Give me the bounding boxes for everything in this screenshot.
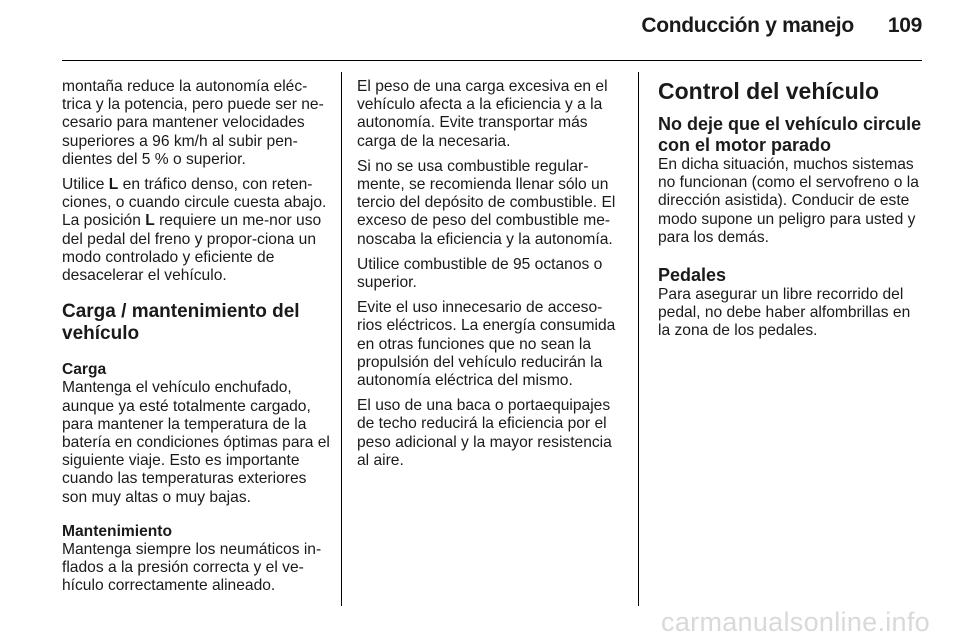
heading-carga: Carga xyxy=(62,361,107,379)
watermark: carmanualsonline.info xyxy=(661,607,930,637)
paragraph-accesorios: Evite el uso innecesario de acceso-rios eléctricos. La energía consumida en otras funciones que no sean la propulsión del vehículo reducirán la autonomía eléctrica del mismo. xyxy=(357,299,616,390)
bold-l: L xyxy=(108,176,119,194)
heading-carga-mantenimiento: Carga / mantenimiento del vehículo xyxy=(62,301,300,345)
page-header xyxy=(641,14,922,38)
paragraph-baca: El uso de una baca o portaequipajes de techo reducirá la eficiencia por el peso adicional y la mayor resistencia al aire. xyxy=(357,397,612,469)
text-span: requiere un me-nor uso del pedal del freno y propor-ciona un modo controlado y eficiente de desacelerar el vehículo. xyxy=(62,212,322,285)
paragraph-octanos: Utilice combustible de 95 octanos o superior. xyxy=(357,255,603,292)
column-1 xyxy=(62,78,334,603)
section-title: Conducción y manejo xyxy=(641,14,854,37)
paragraph-peso-carga: El peso de una carga excesiva en el vehículo afecta a la eficiencia y a la autonomía. Evite transportar más carga de la necesaria. xyxy=(357,78,608,150)
paragraph-motor-parado: En dicha situación, muchos sistemas no funcionan (como el servofreno o la dirección asistida). Conducir de este modo supone un peligro para usted y para los demás. xyxy=(658,156,919,246)
paragraph-carga: Mantenga el vehículo enchufado, aunque ya esté totalmente cargado, para mantener la temperatura de la batería en condiciones óptimas para el siguiente viaje. Esto es importante cuando las temperaturas exteriores son muy altas o muy bajas. xyxy=(62,379,330,506)
paragraph-pedales: Para asegurar un libre recorrido del pedal, no debe haber alfombrillas en la zona de los pedales. xyxy=(658,286,911,340)
text-span: Utilice xyxy=(62,176,109,194)
paragraph-autonomia: montaña reduce la autonomía eléc-trica y la potencia, pero puede ser ne-cesario para mantener velocidades superiores a 96 km/h al subir pen-dientes del 5 % o superior. xyxy=(62,78,324,168)
bold-l: L xyxy=(145,212,155,230)
column-2 xyxy=(357,78,623,477)
text-span: en tráfico denso, con reten-ciones, o cuando circule cuesta abajo. La posición xyxy=(62,176,327,230)
heading-mantenimiento: Mantenimiento xyxy=(62,522,173,540)
paragraph-combustible: Si no se usa combustible regular-mente, se recomienda llenar sólo un tercio del depósito de combustible. El exceso de peso del combustible me-noscaba la eficiencia y la autonomía. xyxy=(357,157,616,248)
column-divider xyxy=(638,72,639,606)
page-number: 109 xyxy=(887,14,922,37)
column-divider xyxy=(341,72,342,606)
paragraph-mantenimiento: Mantenga siempre los neumáticos in-flados a la presión correcta y el ve-hículo correctamente alineado. xyxy=(62,541,322,595)
heading-control-vehiculo: Control del vehículo xyxy=(658,78,880,104)
column-3 xyxy=(658,78,926,348)
header-rule xyxy=(62,60,922,61)
heading-motor-parado: No deje que el vehículo circule con el motor parado xyxy=(658,114,922,155)
heading-pedales: Pedales xyxy=(658,265,727,286)
paragraph-posicion-l xyxy=(62,176,334,285)
